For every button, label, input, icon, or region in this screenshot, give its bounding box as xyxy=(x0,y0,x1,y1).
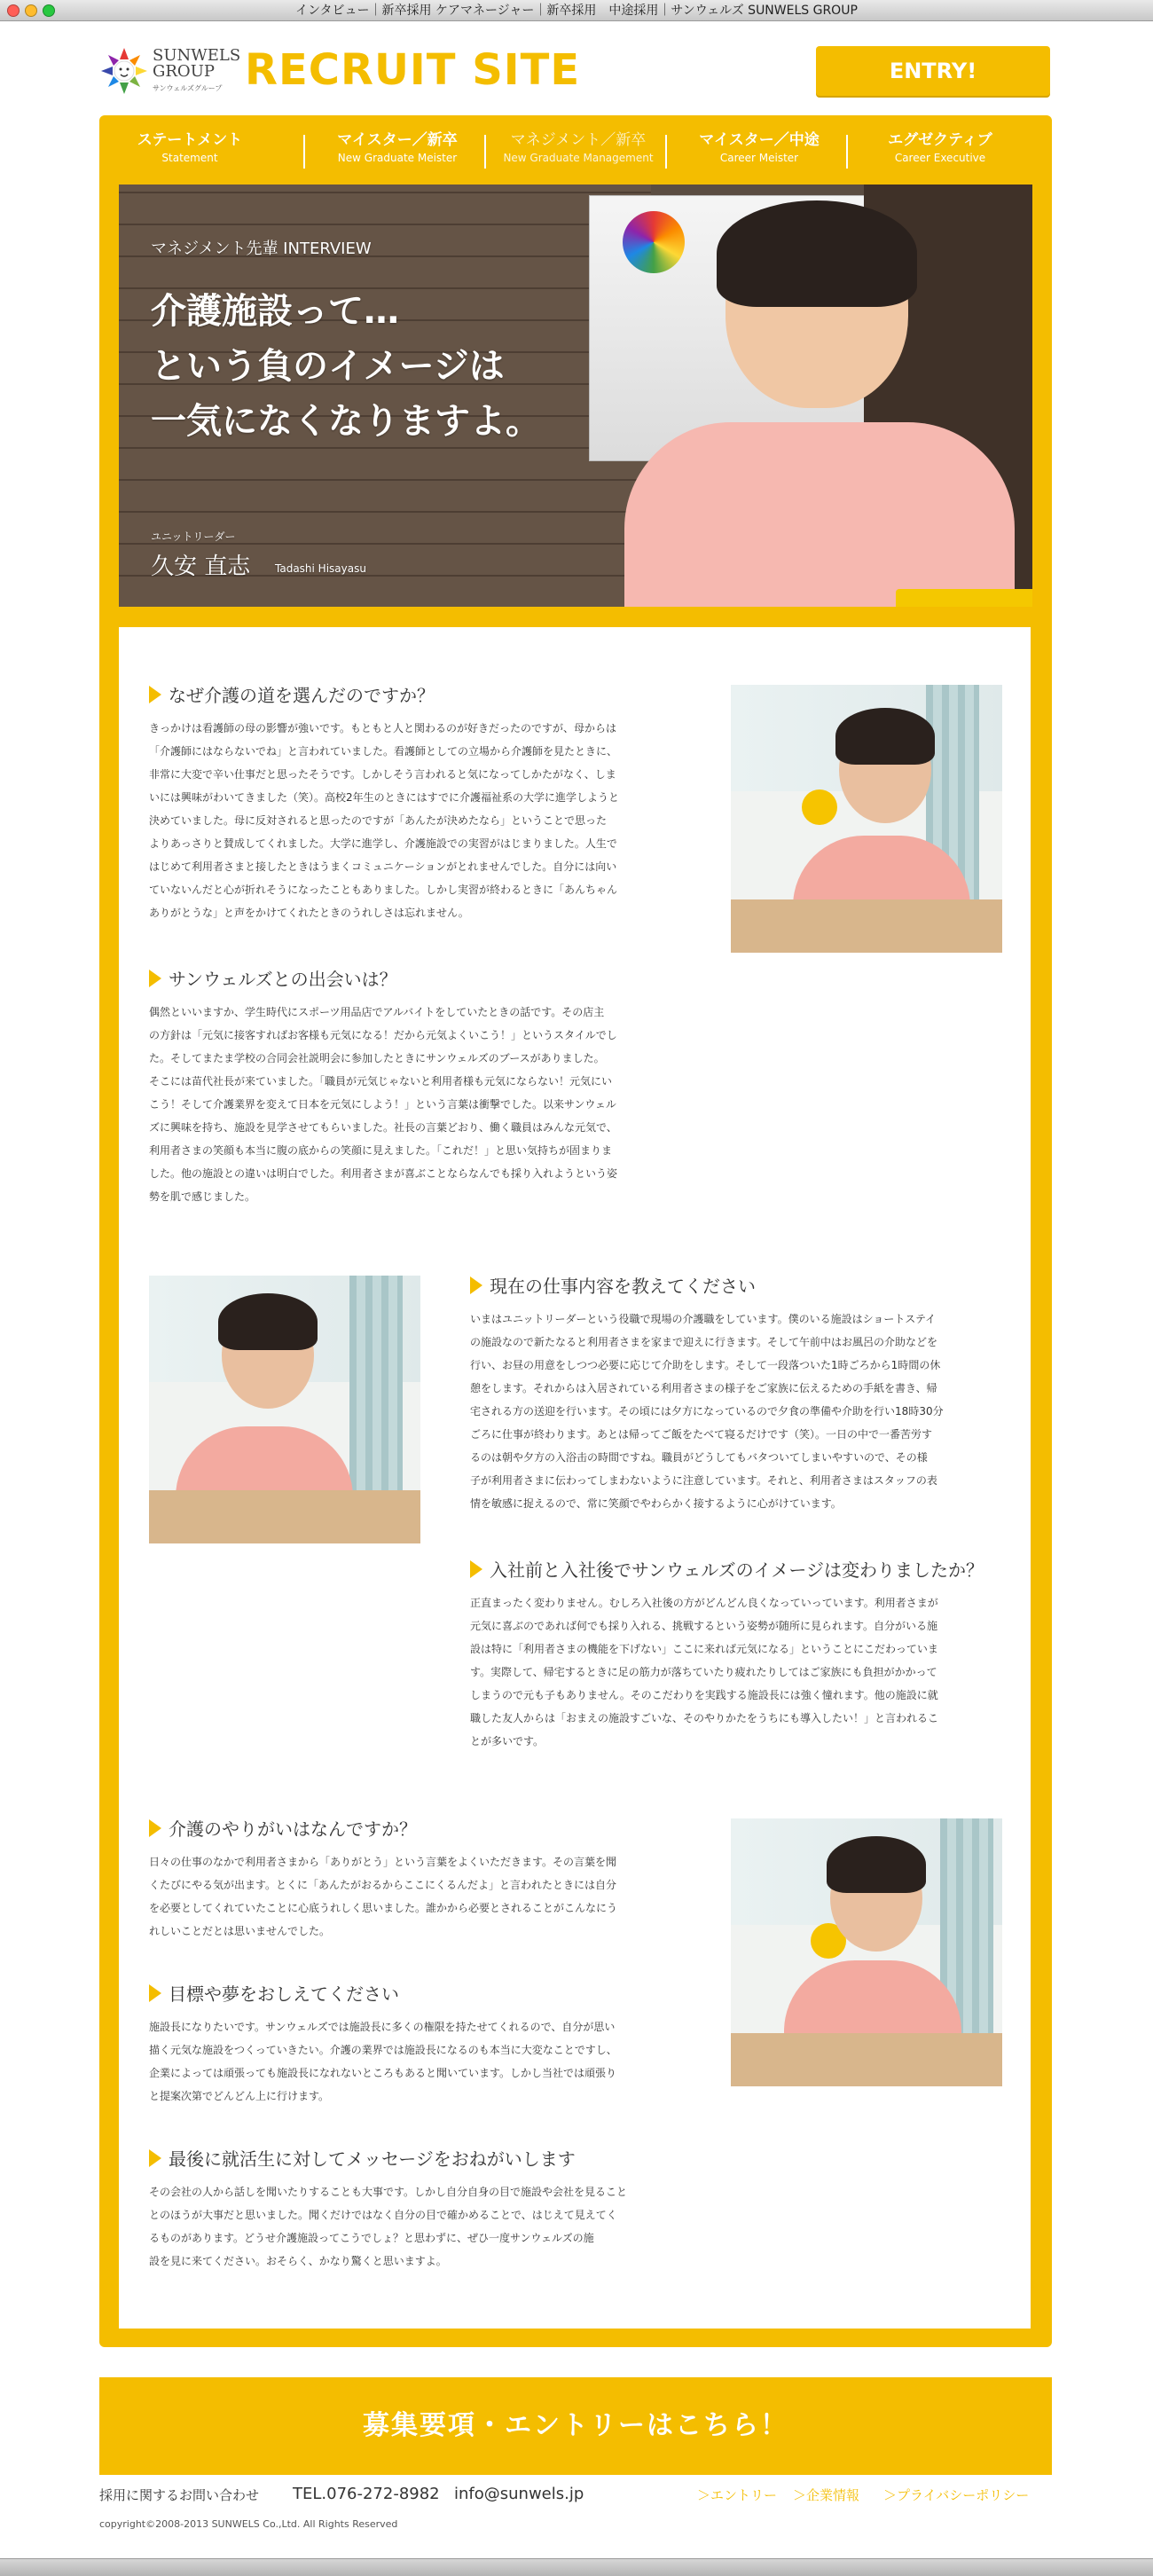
nav-item-sublabel: Career Executive xyxy=(894,152,986,164)
nav-item-label: ステートメント xyxy=(137,131,243,149)
zoom-window-icon[interactable] xyxy=(43,4,55,17)
interview-photo-2 xyxy=(149,1276,420,1543)
body-line: るものがあります。どうせ介護施設ってこうでしょ？と思わずに、ぜひ一度サンウェルズの施 xyxy=(149,2232,594,2244)
chevron-right-icon: ＞ xyxy=(793,2487,807,2503)
body-line: しまうので元も子もありません。そのこだわりを実践する施設長には強く憧れます。他の施設に就 xyxy=(470,1689,938,1701)
brand-logo[interactable] xyxy=(99,43,241,98)
section-heading xyxy=(149,683,435,708)
body-line: 非常に大変で辛い仕事だと思ったそうです。しかしそう言われると気になってしかたがなく、しま xyxy=(149,768,616,781)
photo-desk xyxy=(731,2033,1002,2086)
body-line: 情を敏感に捉えるので、常に笑顔でやわらかく接するように心がけています。 xyxy=(470,1497,842,1510)
body-line: るのは朝や夕方の入浴击の時間ですね。職員がどうしてもバタついてしまいやすいので、その様 xyxy=(470,1451,928,1464)
hero-kicker: マネジメント先輩 INTERVIEW xyxy=(151,240,372,258)
section-heading xyxy=(470,1558,984,1583)
footer-link-company[interactable] xyxy=(793,2484,859,2507)
nav-item-sublabel: Career Meister xyxy=(719,152,799,164)
body-line: とが多いです。 xyxy=(470,1735,545,1747)
body-line: ありがとうな」と声をかけてくれたときのうれしさは忘れません。 xyxy=(149,907,469,919)
nav-divider xyxy=(484,135,486,169)
body-line: はじめて利用者さまと接したときはうまくコミュニケーションがとれませんでした。自分には向い xyxy=(149,860,617,873)
body-line: た。そしてまたま学校の合同会社説明会に参加したときにサンウェルズのブースがありました。 xyxy=(149,1052,605,1064)
logo-subtitle: サンウェルズグループ xyxy=(153,84,223,92)
footer-contact-label: 採用に関するお問い合わせ xyxy=(99,2487,260,2503)
body-line: そこには苗代社長が来ていました。「職員が元気じゃないと利用者様も元気にならない！元気にい xyxy=(149,1075,613,1088)
section-heading xyxy=(149,967,397,992)
window-bottom-bar xyxy=(0,2558,1153,2576)
body-line: ズに興味を持ち、施設を見学させてもらいました。社長の言葉どおり、働く職員はみんな元気で、 xyxy=(149,1121,617,1134)
body-line: 設は特に「利用者さまの機能を下げない」ここに来れば元気になる」ということにこだわっていま xyxy=(470,1643,938,1655)
body-line: 職した友人からは「おまえの施設すごいな、そのやりかたをうちにも導入したい！」と言われるこ xyxy=(470,1712,939,1724)
body-line: 正直まったく変わりません。むしろ入社後の方がどんどん良くなっていっています。利用者さまが xyxy=(470,1597,938,1609)
nav-item-sublabel: New Graduate Management xyxy=(503,152,654,164)
body-line: よりあっさりと賛成してくれました。大学に進学し、介護施設での実習がはじまりました。人生で xyxy=(149,837,617,850)
section-body xyxy=(149,1001,681,1208)
footer-link-label: プライバシーポリシー xyxy=(897,2487,1030,2503)
body-line: いには興味がわいてきました（笑）。高校2年生のときにはすでに介護福祉系の大学に進学しようと xyxy=(149,791,619,804)
nav-item-career-executive[interactable] xyxy=(850,124,1031,177)
body-line: きっかけは看護師の母の影響が強いです。もともと人と関わるのが好きだったのですが、母からは xyxy=(149,722,617,734)
nav-divider xyxy=(303,135,305,169)
sun-logo-icon xyxy=(99,46,149,96)
section-heading-text: 介護のやりがいはなんですか？ xyxy=(169,1818,417,1840)
chevron-right-icon xyxy=(149,686,161,703)
logo-name: SUNWELS GROUP xyxy=(153,46,241,81)
nav-item-new-graduate-meister[interactable] xyxy=(307,124,488,177)
window-title: インタビュー｜新卒採用 ケアマネージャー｜新卒採用 中途採用｜サンウェルズ SUNWELS GROUP xyxy=(295,4,858,18)
body-line: こう！そして介護業界を変えて日本を元気にしよう！」という言葉は衝撃でした。以来サンウェル xyxy=(149,1098,616,1111)
photo-desk xyxy=(731,899,1002,953)
body-line: を必要としてくれていたことに心底うれしく思いました。誰かから必要とされることがこんなにう xyxy=(149,1902,618,1914)
nav-item-sublabel: Statement xyxy=(161,152,218,164)
body-line: 利用者さまの笑顔も本当に腹の底からの笑顔に見えました。「これだ！」と思い気持ちが固まりま xyxy=(149,1144,613,1157)
body-line: 勢を肌で感じました。 xyxy=(149,1190,256,1203)
body-line: 設を見に来てください。おそらく、かなり驚くと思いますよ。 xyxy=(149,2255,447,2267)
hero-clipboard xyxy=(896,589,1032,607)
body-line: れしいことだとは思いませんでした。 xyxy=(149,1925,331,1937)
hero-headline-line: 介護施設って… xyxy=(151,291,399,332)
chevron-right-icon xyxy=(470,1560,482,1578)
section-heading-text: 最後に就活生に対してメッセージをおねがいします xyxy=(169,2148,576,2170)
footer-link-privacy[interactable] xyxy=(883,2484,1029,2507)
global-nav xyxy=(99,124,1052,177)
body-line: と提案次第でどんどん上に行けます。 xyxy=(149,2090,330,2102)
hero-person-shirt xyxy=(624,422,1015,607)
body-line: 日々の仕事のなかで利用者さまから「ありがとう」という言葉をよくいただきます。その言葉を聞 xyxy=(149,1856,617,1868)
section-body xyxy=(149,1850,681,1943)
nav-item-label: エグゼクティブ xyxy=(888,131,992,149)
chevron-right-icon xyxy=(149,970,161,987)
section-heading-text: 入社前と入社後でサンウェルズのイメージは変わりましたか？ xyxy=(490,1559,984,1581)
section-heading-text: サンウェルズとの出会いは？ xyxy=(169,969,397,990)
section-heading xyxy=(149,2147,576,2172)
body-line: その会社の人から話しを聞いたりすることも大事です。しかし自分自身の目で施設や会社を見ること xyxy=(149,2186,628,2198)
window-titlebar xyxy=(0,0,1153,21)
footer-link-label: エントリー xyxy=(710,2487,778,2503)
body-line: 子が利用者さまに伝わってしまわないように注意しています。それと、利用者さまはスタッフの表 xyxy=(470,1474,937,1487)
body-line: 施設長になりたいです。サンウェルズでは施設長に多くの権限を持たせてくれるので、自分が思い xyxy=(149,2021,616,2033)
nav-divider xyxy=(846,135,848,169)
footer-link-entry[interactable] xyxy=(697,2484,777,2507)
chevron-right-icon: ＞ xyxy=(883,2487,898,2503)
body-line: 行い、お昼の用意をしつつ必要に応じて介助をします。そして一段落ついた1時ごろから1時間の休 xyxy=(470,1359,941,1371)
chevron-right-icon xyxy=(149,1984,161,2002)
section-body xyxy=(149,717,681,924)
nav-item-statement[interactable] xyxy=(99,124,280,177)
photo-flower xyxy=(802,789,837,825)
photo-person-hair xyxy=(835,708,935,765)
hero-person xyxy=(616,200,1032,607)
copyright: copyright©2008-2013 SUNWELS Co.,Ltd. All Rights Reserved xyxy=(99,2518,398,2530)
body-line: 元気に喜ぶのであれば何でも採り入れる、挑戦するという姿勢が随所に見られます。自分がいる施 xyxy=(470,1620,938,1632)
interviewee-role: ユニットリーダー xyxy=(151,530,236,543)
photo-person-hair xyxy=(827,1836,926,1893)
section-heading-text: なぜ介護の道を選んだのですか？ xyxy=(169,685,435,706)
footer-link-label: 企業情報 xyxy=(806,2487,860,2503)
body-line: す。実際して、帰宅するときに足の筋力が落ちていたり疲れたりしてはご家族にも負担がかかって xyxy=(470,1666,937,1678)
hero-headline xyxy=(151,284,612,449)
body-line: の施設なので新たなると利用者さまを家まで迎えに行きます。そして午前中はお風呂の介助などを xyxy=(470,1336,938,1348)
body-line: 宅される方の送迎を行います。その頃には夕方になっているので夕食の準備や介助を行い18時30分 xyxy=(470,1405,944,1418)
body-line: 描く元気な施設をつくっていきたい。介護の業界では施設長になるのも本当に大変なことですし、 xyxy=(149,2044,617,2056)
nav-item-label: マイスター／新卒 xyxy=(337,131,458,149)
body-line: の方針は「元気に接客すればお客様も元気になる！だから元気よくいこう！」というスタイルでし xyxy=(149,1029,617,1041)
interview-photo-3 xyxy=(731,1818,1002,2086)
nav-item-career-meister[interactable] xyxy=(669,124,850,177)
section-heading xyxy=(149,1982,399,2007)
body-line: いまはユニットリーダーという役職で現場の介護職をしています。僕のいる施設はショートステイ xyxy=(470,1313,937,1325)
section-heading-text: 現在の仕事内容を教えてください xyxy=(490,1276,756,1297)
chevron-right-icon: ＞ xyxy=(697,2487,711,2503)
section-heading xyxy=(470,1274,756,1299)
section-body xyxy=(149,2015,681,2108)
section-body xyxy=(470,1591,1011,1753)
interviewee-name: 久安 直志 xyxy=(151,554,251,580)
footer-email-link[interactable]: info@sunwels.jp xyxy=(454,2485,584,2503)
hero-headline-line: 一気になくなりますよ。 xyxy=(151,401,541,442)
photo-desk xyxy=(149,1490,420,1543)
nav-item-sublabel: New Graduate Meister xyxy=(337,152,458,164)
site-title: RECRUIT SITE xyxy=(245,45,581,95)
body-line: 「介護師にはならないでね」と言われていました。看護師としての立場から介護師を見たときに、 xyxy=(149,745,618,758)
interviewee-name-roman: Tadashi Hisayasu xyxy=(275,562,366,575)
body-line: くたびにやる気が出ます。とくに「あんたがおるからここにくるんだよ」と言われたときには自分 xyxy=(149,1879,617,1891)
chevron-right-icon xyxy=(149,1819,161,1837)
minimize-window-icon[interactable] xyxy=(25,4,37,17)
entry-button[interactable]: ENTRY! xyxy=(816,46,1050,96)
section-body xyxy=(149,2180,699,2273)
body-line: 憩をします。それからは入居されている利用者さまの様子をご家族に伝えるための手紙を書き、帰 xyxy=(470,1382,937,1394)
nav-item-label: マイスター／中途 xyxy=(699,131,820,149)
close-window-icon[interactable] xyxy=(7,4,20,17)
chevron-right-icon xyxy=(149,2149,161,2167)
hero-person-hair xyxy=(717,200,917,307)
body-line: 決めていました。母に反対されると思ったのですが「あんたが決めたなら」ということで思った xyxy=(149,814,608,827)
hero-headline-line: という負のイメージは xyxy=(151,346,505,387)
footer-tel: TEL.076-272-8982 xyxy=(293,2485,440,2503)
section-heading xyxy=(149,1817,417,1842)
nav-item-new-graduate-management[interactable] xyxy=(488,124,669,177)
body-line: 偶然といいますか、学生時代にスポーツ用品店でアルバイトをしていたときの話です。その店主 xyxy=(149,1006,605,1018)
interview-photo-1 xyxy=(731,685,1002,953)
recruit-entry-cta-button[interactable]: 募集要項・エントリーはこちら！ xyxy=(99,2377,1052,2475)
nav-item-label: マネジメント／新卒 xyxy=(510,131,647,149)
body-line: ていないんだと心が折れそうになったこともありました。しかし実習が終わるときに「あんちゃん xyxy=(149,884,618,896)
chevron-right-icon xyxy=(470,1276,482,1294)
body-line: とのほうが大事だと思いました。聞くだけではなく自分の目で確かめることで、はじえて見えてく xyxy=(149,2209,617,2221)
section-heading-text: 目標や夢をおしえてください xyxy=(169,1983,399,2005)
body-line: ごろに仕事が終わります。あとは帰ってご飯をたべて寝るだけです（笑）。一日の中で一番苦労す xyxy=(470,1428,933,1441)
body-line: した。他の施設との違いは明白でした。利用者さまが喜ぶことならなんでも採り入れようという姿 xyxy=(149,1167,618,1180)
body-line: 企業によっては頑張っても施設長になれないところもあると聞いています。しかし当社では頑張り xyxy=(149,2067,617,2079)
section-body xyxy=(470,1308,1002,1515)
nav-divider xyxy=(665,135,667,169)
photo-person-hair xyxy=(218,1293,318,1350)
